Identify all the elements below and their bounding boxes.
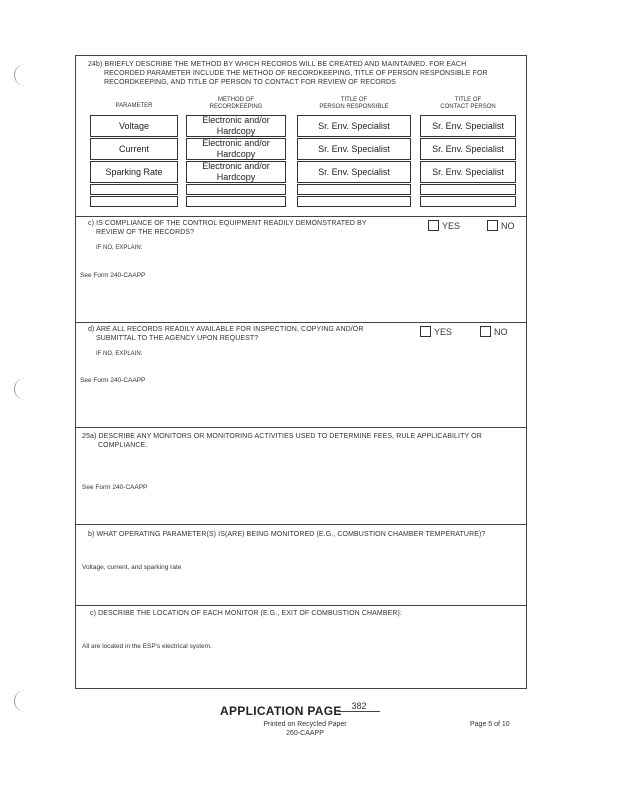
cell-contact[interactable]: Sr. Env. Specialist [420,138,516,160]
cell-responsible[interactable]: Sr. Env. Specialist [297,161,411,183]
section-c-question: c) IS COMPLIANCE OF THE CONTROL EQUIPMENT READILY DEMONSTRATED BY REVIEW OF THE RECORDS? [88,220,367,236]
section-25a-question: 25a) DESCRIBE ANY MONITORS OR MONITORING ACTIVITIES USED TO DETERMINE FEES, RULE APPLICABILITY OR COMPLIANCE. [82,433,482,449]
section-divider [75,524,526,525]
section-c-answer: See Form 240-CAAPP [80,272,146,279]
section-24b-question [88,60,520,87]
cell-empty[interactable] [186,184,286,195]
binder-hole-mark-top [14,64,27,86]
cell-empty[interactable] [297,196,411,207]
cell-method[interactable]: Electronic and/or Hardcopy [186,115,286,137]
cell-contact[interactable]: Sr. Env. Specialist [420,115,516,137]
question-line: 24b) BRIEFLY DESCRIBE THE METHOD BY WHICH RECORDS WILL BE CREATED AND MAINTAINED. FOR EACH [88,61,467,68]
yes-checkbox[interactable] [428,220,439,231]
no-label: NO [494,327,508,337]
cell-responsible[interactable]: Sr. Env. Specialist [297,138,411,160]
section-b-answer: Voltage, current, and sparking rate [82,564,182,571]
cell-empty[interactable] [90,196,178,207]
cell-method[interactable]: Electronic and/or Hardcopy [186,138,286,160]
footer-title: APPLICATION PAGE [220,704,342,718]
section-divider [75,605,526,606]
section-d-question: d) ARE ALL RECORDS READILY AVAILABLE FOR INSPECTION, COPYING AND/OR SUBMITTAL TO THE AGENCY UPON REQUEST? [88,326,364,342]
cell-method[interactable]: Electronic and/or Hardcopy [186,161,286,183]
explain-label: IF NO, EXPLAIN: [96,351,143,357]
section-divider [75,322,526,323]
header-parameter: PARAMETER [115,103,153,109]
no-checkbox[interactable] [487,220,498,231]
question-line: RECORDKEEPING, AND TITLE OF PERSON TO CONTACT FOR REVIEW OF RECORDS [104,79,396,86]
section-d-answer: See Form 240-CAAPP [80,377,146,384]
binder-hole-mark-bottom [14,690,27,712]
cell-parameter[interactable]: Current [90,138,178,160]
cell-parameter[interactable]: Voltage [90,115,178,137]
no-checkbox[interactable] [480,326,491,337]
yes-checkbox[interactable] [420,326,431,337]
question-line: RECORDED PARAMETER INCLUDE THE METHOD OF RECORDKEEPING, TITLE OF PERSON RESPONSIBLE FOR [104,70,488,77]
section-c2-question: c) DESCRIBE THE LOCATION OF EACH MONITOR (E.G., EXIT OF COMBUSTION CHAMBER): [90,610,402,617]
header-responsible: TITLE OF PERSON RESPONSIBLE [319,97,389,110]
section-b-question: b) WHAT OPERATING PARAMETER(S) IS(ARE) BEING MONITORED (E.G., COMBUSTION CHAMBER TEMPERATURE)? [88,531,486,538]
cell-contact[interactable]: Sr. Env. Specialist [420,161,516,183]
section-c2-answer: All are located in the ESP's electrical system. [82,643,212,650]
cell-responsible[interactable]: Sr. Env. Specialist [297,115,411,137]
cell-empty[interactable] [420,196,516,207]
form-id: 260-CAAPP [286,730,324,737]
yes-label: YES [442,221,461,231]
section-divider [75,216,526,217]
recycled-note: Printed on Recycled Paper [263,721,347,728]
cell-empty[interactable] [297,184,411,195]
cell-empty[interactable] [420,184,516,195]
explain-label: IF NO, EXPLAIN: [96,245,143,251]
no-label: NO [501,221,515,231]
cell-parameter[interactable]: Sparking Rate [90,161,178,183]
yes-label: YES [434,327,453,337]
binder-hole-mark-middle [14,378,27,400]
header-contact: TITLE OF CONTACT PERSON [440,97,496,110]
cell-empty[interactable] [186,196,286,207]
page-of: Page 5 of 10 [470,721,510,728]
page-number: 382 [338,701,380,712]
section-25a-answer: See Form 240-CAAPP [82,484,148,491]
section-divider [75,427,526,428]
header-method: METHOD OF RECORDKEEPING [209,97,263,110]
cell-empty[interactable] [90,184,178,195]
